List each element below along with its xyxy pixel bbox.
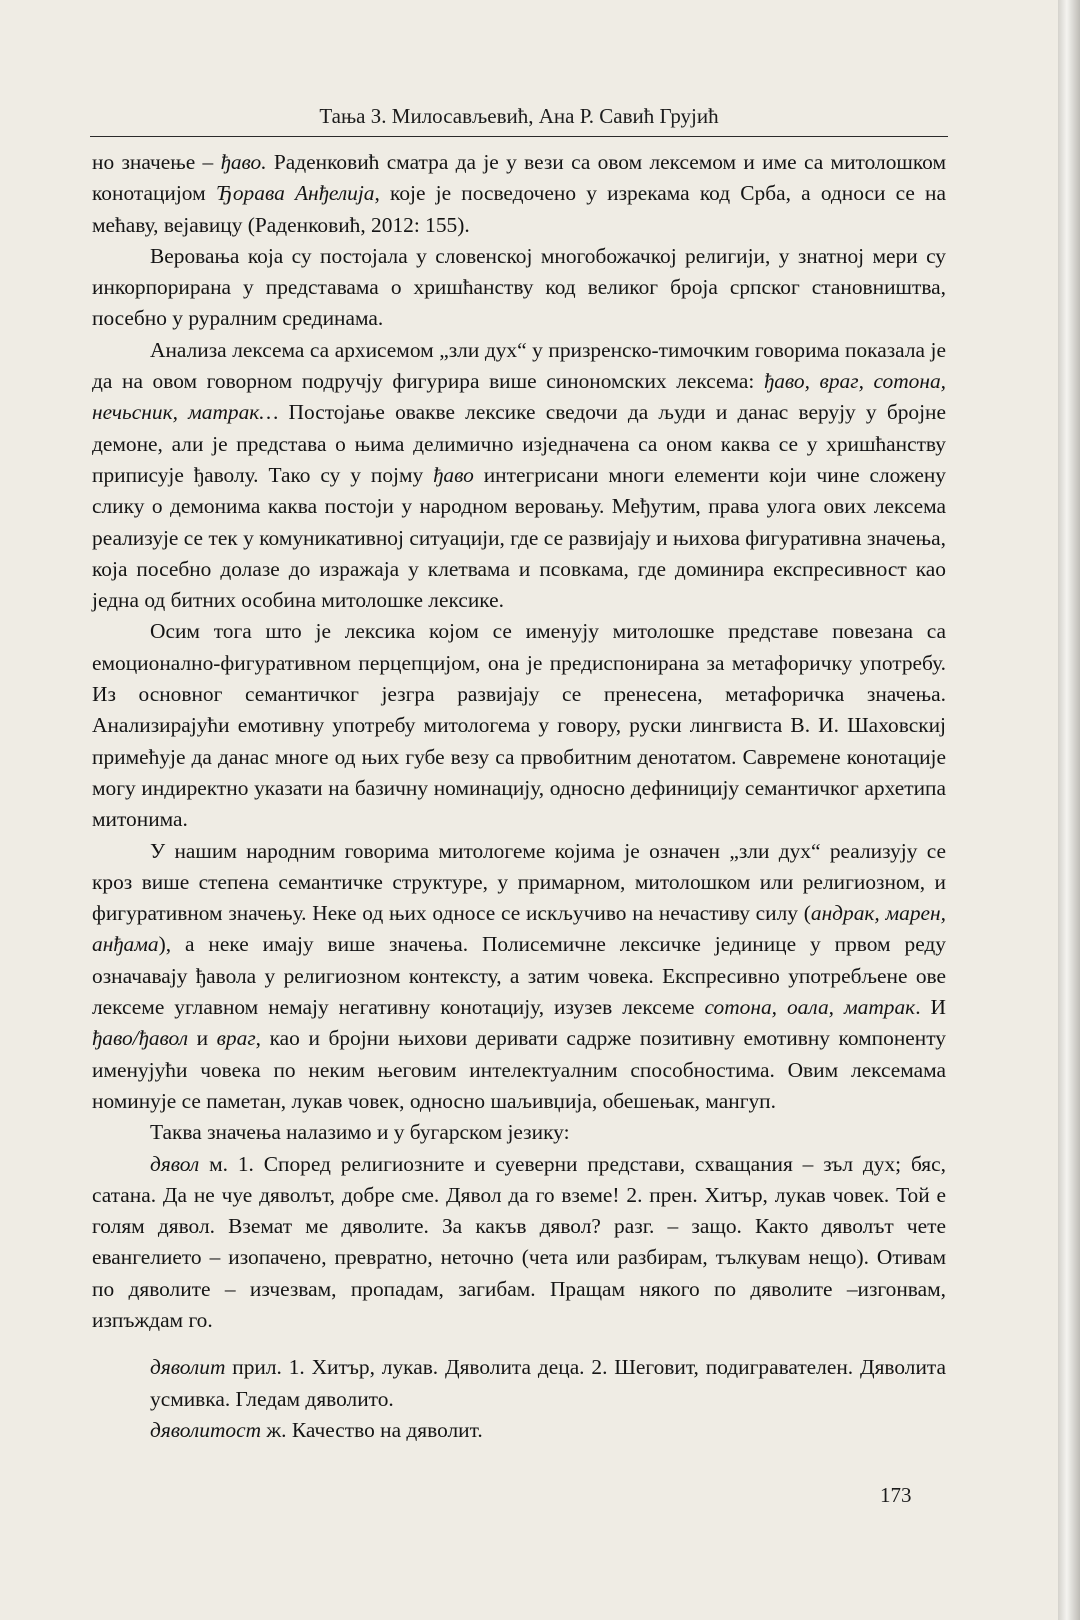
text-run: Раденковић сматра да је у вези са овом лексемом и име са митолошком конотацијом (92, 150, 946, 206)
italic-term: андрак, марен, анђама (92, 901, 946, 957)
running-header: Тања З. Милосављевић, Ана Р. Савић Грујић (319, 104, 719, 128)
text-run: Осим тога што је лексика којом се именују митолошке представе повезана са емоционално-фигуративном перцепцијом, она је предиспонирана за метафоричку употребу. Из основног семантичког језгра развијају се пренесена, метафоричка значења. Анализирајући емотивну употребу митологема у говору, руски лингвиста В. И. Шаховскиј примећује да данас многе од њих губе везу са првобитним денотатом. Савремене конотације могу индиректно указати на базичну номинацију, односно дефиницију семантичког архетипа митонима. (92, 619, 946, 832)
italic-term: ђаво, враг, сотона, нечьсник, матрак… (92, 369, 947, 425)
text-run: ж. Качество на дяволит. (261, 1417, 483, 1442)
paragraph (92, 836, 946, 1118)
italic-term: ђаво (433, 462, 474, 487)
paragraph (92, 147, 946, 241)
body-text (92, 147, 946, 1446)
text-run: , које је посведочено у изрекама код Срба, а односи се на мећаву, вејавицу (Раденковић, 2012: 155). (92, 181, 946, 237)
text-run: ), а неке имају више значења. Полисемичне лексичке јединице у првом реду означавају ђавола у религиозном контексту, а затим човека. Експресивно употребљене ове лексеме углавном немају негативну конотацију, изузев лексеме (92, 932, 946, 1020)
italic-term: ђаво. (220, 150, 267, 174)
book-page-edge (1058, 0, 1080, 1620)
italic-term: дяволит (150, 1355, 226, 1380)
text-run: интегрисани многи елементи који чине сложену слику о демонима каква постоји у народном веровању. Међутим, права улога ових лексема реализује се тек у комуникативној ситуацији, где се развијају и њихова фигуративна значења, која посебно долазе до изражаја у клетвама и псовкама, где доминира експресивност као једна од битних особина митолошке лексике. (92, 462, 946, 613)
italic-term: враг (216, 1026, 256, 1051)
italic-term: сотона, оала, матрак (704, 995, 916, 1020)
page-number: 173 (880, 1483, 912, 1507)
text-run: и (188, 1026, 217, 1051)
italic-term: дяволитост (150, 1417, 262, 1442)
text-run: прил. 1. Хитър, лукав. Дяволита деца. 2. Шеговит, подигравателен. Дяволита усмивка. Гледам дяволито. (150, 1355, 946, 1411)
text-run: Таква значења налазимо и у бугарском језику: (150, 1120, 570, 1145)
text-run: Анализа лексема са архисемом „зли дух“ у призренско-тимочким говорима показала је да на овом говорном подручју фигурира више синономских лексема: (92, 337, 946, 394)
italic-term: Ђорава Анђелија (215, 181, 375, 206)
text-run: Постојање овакве лексике сведочи да људи и данас верују у бројне демоне, али је представа о њима делимично изједначена са оном каква се у хришћанству приписује ђаволу. Тако су у појму (92, 400, 946, 487)
paragraph (92, 616, 946, 835)
paragraph (92, 1117, 946, 1148)
italic-term: дявол (150, 1151, 200, 1176)
paragraph (92, 1352, 946, 1415)
text-run: Веровања која су постојала у словенској многобожачкој религији, у знатној мери су инкорпорирана у представама о хришћанству код великог броја српског становништва, посебно у руралним срединама. (92, 243, 946, 331)
paragraph (92, 241, 946, 335)
header-rule (90, 136, 948, 137)
text-run: . И (915, 995, 946, 1020)
text-run: У нашим народним говорима митологеме којима је означен „зли дух“ реализују се кроз више степена семантичке структуре, у примарном, митолошком или религиозном, и фигуративном значењу. Неке од њих односе се искључиво на нечастиву силу ( (92, 838, 946, 926)
paragraph (92, 1149, 946, 1337)
paragraph (92, 1415, 946, 1446)
paragraph (92, 335, 946, 617)
italic-term: ђаво/ђавол (92, 1026, 189, 1051)
text-run: , као и бројни њихови деривати садрже позитивну емотивну компоненту именујући човека по неким његовим интелектуалним способностима. Овим лексемама номинује се паметан, лукав човек, односно шаљивџија, обешењак, мангуп. (92, 1026, 946, 1113)
text-run: но значење – (92, 150, 221, 174)
text-run: м. 1. Според религиозните и суеверни представи, схващания – зъл дух; бяс, сатана. Да не чуе дяволът, добре сме. Дявол да го вземе! 2. прен. Хитър, лукав човек. Той е голям дявол. Вземат ме дяволите. За какъв дявол? разг. – защо. Както дяволът чете евангелието – изопачено, превратно, неточно (чета или разбирам, тълкувам нещо). Отивам по дяволите – изчезвам, пропадам, загибам. Пращам някого по дяволите –изгонвам, изпъждам го. (92, 1151, 946, 1332)
